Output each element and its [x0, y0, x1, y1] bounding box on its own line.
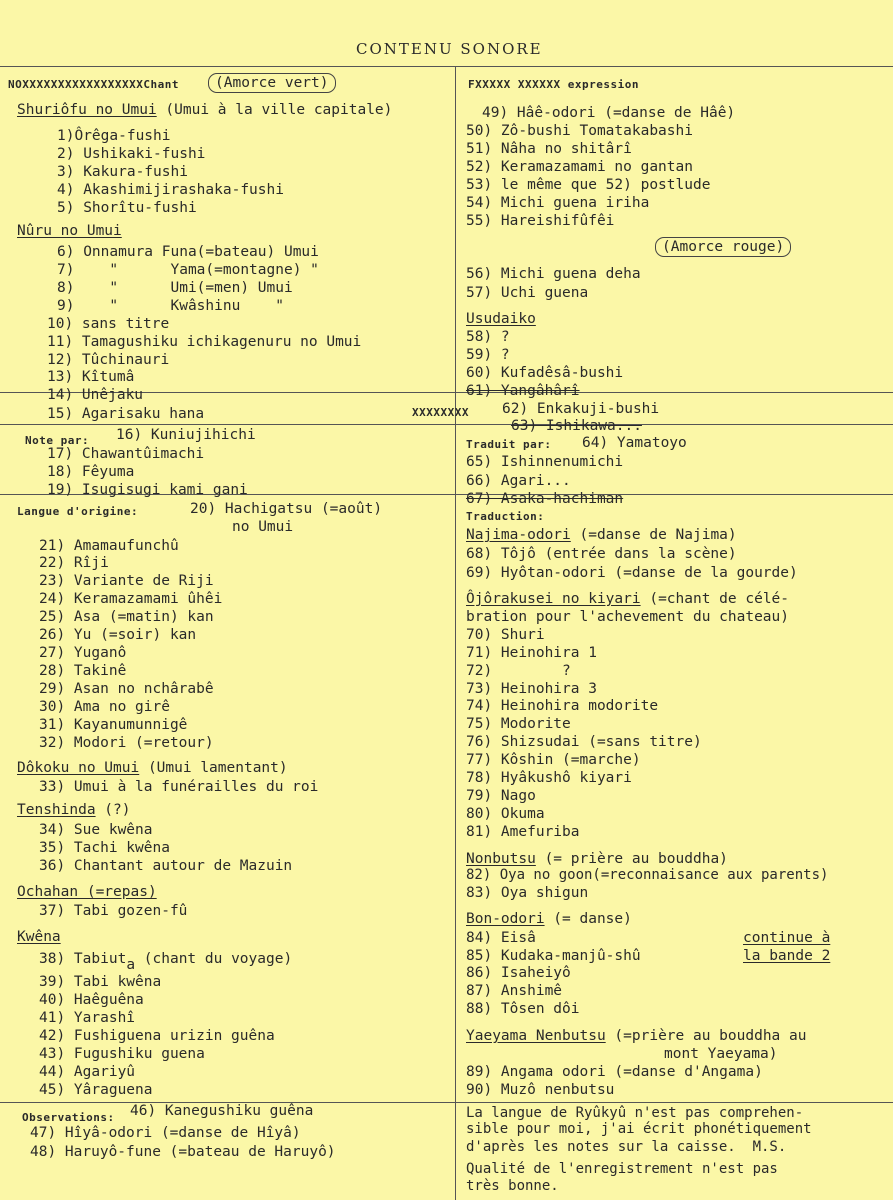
- list-item: 90) Muzô nenbutsu: [466, 1082, 615, 1098]
- section-heading: Yaeyama Nenbutsu: [466, 1028, 606, 1044]
- list-item: 40) Haêguêna: [39, 992, 144, 1008]
- list-item: 56) Michi guena deha: [466, 266, 641, 282]
- subscript: a: [126, 957, 136, 973]
- list-item: 54) Michi guena iriha: [466, 195, 650, 211]
- section-heading-row: [466, 526, 737, 544]
- list-item: 78) Hyâkushô kiyari: [466, 770, 632, 786]
- list-item: 71) Heinohira 1: [466, 645, 597, 661]
- section-heading: Shuriôfu no Umui: [17, 102, 157, 118]
- continue-note: continue à: [743, 930, 831, 946]
- section-heading-row: [466, 590, 789, 608]
- list-item: 87) Anshimê: [466, 983, 563, 999]
- list-item: 29) Asan no nchârabê: [39, 681, 214, 697]
- amorce-rouge-tag: (Amorce rouge): [655, 237, 791, 257]
- list-item: 18) Fêyuma: [47, 464, 135, 480]
- section-heading-note: (=danse de Najima): [570, 527, 737, 543]
- list-item: 67) Asaka-hachiman: [466, 491, 624, 507]
- list-item: 9) " Kwâshinu ": [57, 298, 284, 314]
- obs-label: Observations:: [22, 1111, 115, 1124]
- list-item: 43) Fugushiku guena: [39, 1046, 205, 1062]
- column-divider: [455, 66, 456, 1200]
- section-heading: Nûru no Umui: [17, 223, 122, 239]
- list-item: 70) Shuri: [466, 627, 545, 643]
- section-heading-note: (= danse): [544, 911, 632, 927]
- list-item: 8) " Umi(=men) Umui: [57, 280, 293, 296]
- middle-garble: XXXXXXXX: [412, 406, 469, 419]
- section-heading: Tenshinda: [17, 802, 96, 818]
- list-item: 81) Amefuriba: [466, 824, 580, 840]
- list-item: 76) Shizsudai (=sans titre): [466, 734, 702, 750]
- list-item: 10) sans titre: [47, 316, 170, 332]
- list-item: 88) Tôsen dôi: [466, 1001, 580, 1017]
- section-heading-row: [466, 1027, 806, 1045]
- list-item: 75) Modorite: [466, 716, 571, 732]
- page-title: CONTENU SONORE: [356, 40, 543, 58]
- observation-line: La langue de Ryûkyû n'est pas comprehen-: [466, 1105, 804, 1121]
- list-item: 28) Takinê: [39, 663, 127, 679]
- section-heading-note: (=prière au bouddha au: [605, 1028, 807, 1044]
- continue-note: la bande 2: [743, 948, 831, 964]
- list-item: 35) Tachi kwêna: [39, 840, 170, 856]
- list-item: 34) Sue kwêna: [39, 822, 153, 838]
- trad-label: Traduit par:: [466, 438, 552, 451]
- list-item: 41) Yarashî: [39, 1010, 136, 1026]
- list-item: 84) Eisâ: [466, 930, 536, 946]
- section-heading-note: (?): [95, 802, 131, 818]
- section-heading-row: [17, 801, 131, 819]
- section-heading-cont: mont Yaeyama): [664, 1046, 778, 1062]
- list-item: 26) Yu (=soir) kan: [39, 627, 197, 643]
- list-item: 47) Hîyâ-odori (=danse de Hîyâ): [30, 1125, 301, 1141]
- item-text: (chant du voyage): [135, 951, 293, 967]
- list-item: 27) Yuganô: [39, 645, 127, 661]
- list-item: 44) Agariyû: [39, 1064, 136, 1080]
- list-item: 50) Zô-bushi Tomatakabashi: [466, 123, 693, 139]
- list-item: 68) Tôjô (entrée dans la scène): [466, 546, 737, 562]
- list-item: 77) Kôshin (=marche): [466, 752, 641, 768]
- list-item: 79) Nago: [466, 788, 536, 804]
- observation-line: sible pour moi, j'ai écrit phonétiquement: [466, 1121, 812, 1137]
- list-item: 58) ?: [466, 329, 510, 345]
- list-item: 74) Heinohira modorite: [466, 698, 659, 714]
- list-item: 51) Nâha no shitârî: [466, 141, 632, 157]
- list-item: 49) Hâê-odori (=danse de Hâê): [482, 105, 736, 121]
- list-item: 1)Ôrêga-fushi: [57, 128, 171, 144]
- list-item: 19) Isugisugi kami gani: [47, 482, 248, 498]
- list-item: 13) Kîtumâ: [47, 369, 135, 385]
- list-item: 15) Agarisaku hana: [47, 406, 205, 422]
- list-item: 16) Kuniujihichi: [116, 427, 256, 443]
- list-item: 31) Kayanumunnigê: [39, 717, 188, 733]
- section-heading-row: [466, 910, 632, 928]
- list-item: 37) Tabi gozen-fû: [39, 903, 188, 919]
- list-item: 3) Kakura-fushi: [57, 164, 188, 180]
- observation-line: très bonne.: [466, 1178, 559, 1194]
- section-heading: Kwêna: [17, 929, 61, 945]
- section-heading: Nonbutsu: [466, 851, 536, 867]
- trad-label-2: Traduction:: [466, 510, 545, 523]
- observation-line: Qualité de l'enregistrement n'est pas: [466, 1161, 778, 1177]
- list-item: 7) " Yama(=montagne) ": [57, 262, 319, 278]
- section-heading: Najima-odori: [466, 527, 571, 543]
- section-heading-note: (Umui lamentant): [139, 760, 288, 776]
- section-heading-note: (= prière au bouddha): [535, 851, 728, 867]
- list-item: 53) le même que 52) postlude: [466, 177, 711, 193]
- top-rule: [0, 66, 893, 67]
- list-item: 23) Variante de Riji: [39, 573, 214, 589]
- list-item: 66) Agari...: [466, 473, 571, 489]
- list-item: 52) Keramazamami no gantan: [466, 159, 693, 175]
- list-item: 69) Hyôtan-odori (=danse de la gourde): [466, 565, 798, 581]
- list-item: 59) ?: [466, 347, 510, 363]
- section-heading-note: (Umui à la ville capitale): [156, 102, 393, 118]
- list-item: 61) Yangâhârî: [466, 383, 580, 399]
- list-item: 6) Onnamura Funa(=bateau) Umui: [57, 244, 319, 260]
- list-item: 62) Enkakuji-bushi: [502, 401, 660, 417]
- list-item: 63) Ishikawa...: [511, 418, 642, 434]
- list-item: 5) Shorîtu-fushi: [57, 200, 197, 216]
- section-heading: Ôjôrakusei no kiyari: [466, 591, 641, 607]
- list-item: 72) ?: [466, 663, 571, 679]
- item-text: 38) Tabiut: [39, 951, 127, 967]
- list-item: 82) Oya no goon(=reconnaisance aux parents): [466, 867, 829, 883]
- lang-label: Langue d'origine:: [17, 505, 139, 518]
- left-header-tag: (Amorce vert): [208, 73, 336, 93]
- list-item: 2) Ushikaki-fushi: [57, 146, 206, 162]
- list-item: 25) Asa (=matin) kan: [39, 609, 214, 625]
- section-heading: Bon-odori: [466, 911, 545, 927]
- list-item: 57) Uchi guena: [466, 285, 589, 301]
- list-item: 21) Amamaufunchû: [39, 538, 179, 554]
- section-heading: Dôkoku no Umui: [17, 760, 140, 776]
- list-item: 14) Unêjaku: [47, 387, 144, 403]
- list-item: 80) Okuma: [466, 806, 545, 822]
- list-item: 33) Umui à la funérailles du roi: [39, 779, 319, 795]
- list-item: 12) Tûchinauri: [47, 352, 170, 368]
- left-header: NOXXXXXXXXXXXXXXXXXChant: [8, 78, 179, 91]
- list-item: 48) Haruyô-fune (=bateau de Haruyô): [30, 1144, 336, 1160]
- list-item: 30) Ama no girê: [39, 699, 170, 715]
- section-heading-cont: bration pour l'achevement du chateau): [466, 609, 790, 625]
- list-item: 55) Hareishifûfêi: [466, 213, 615, 229]
- list-item: 45) Yâraguena: [39, 1082, 153, 1098]
- list-item: 20) Hachigatsu (=août): [190, 501, 383, 517]
- observation-line: d'après les notes sur la caisse. M.S.: [466, 1139, 787, 1155]
- list-item: 83) Oya shigun: [466, 885, 589, 901]
- list-item: 22) Rîji: [39, 555, 109, 571]
- section-heading-row: [17, 759, 288, 777]
- list-item-cont: no Umui: [232, 519, 294, 535]
- list-item: 65) Ishinnenumichi: [466, 454, 624, 470]
- list-item: 36) Chantant autour de Mazuin: [39, 858, 293, 874]
- list-item: 73) Heinohira 3: [466, 681, 597, 697]
- rule-mid-2: [0, 424, 893, 425]
- list-item: 24) Keramazamami ûhêi: [39, 591, 223, 607]
- list-item: 64) Yamatoyo: [582, 435, 687, 451]
- list-item: 46) Kanegushiku guêna: [130, 1103, 314, 1119]
- list-item: 85) Kudaka-manjû-shû: [466, 948, 641, 964]
- list-item: 39) Tabi kwêna: [39, 974, 162, 990]
- list-item: 11) Tamagushiku ichikagenuru no Umui: [47, 334, 362, 350]
- list-item: [39, 950, 293, 973]
- section-heading-row: [17, 101, 392, 119]
- list-item: 86) Isaheiyô: [466, 965, 571, 981]
- section-heading-note: (=chant de célé-: [640, 591, 790, 607]
- section-heading: Usudaiko: [466, 311, 536, 327]
- list-item: 42) Fushiguena urizin guêna: [39, 1028, 275, 1044]
- right-header: FXXXXX XXXXXX expression: [468, 78, 639, 91]
- section-heading: Ochahan (=repas): [17, 884, 157, 900]
- list-item: 32) Modori (=retour): [39, 735, 214, 751]
- note-label: Note par:: [25, 434, 90, 447]
- list-item: 4) Akashimijirashaka-fushi: [57, 182, 284, 198]
- list-item: 89) Angama odori (=danse d'Angama): [466, 1064, 763, 1080]
- list-item: 60) Kufadêsâ-bushi: [466, 365, 624, 381]
- list-item: 17) Chawantûimachi: [47, 446, 205, 462]
